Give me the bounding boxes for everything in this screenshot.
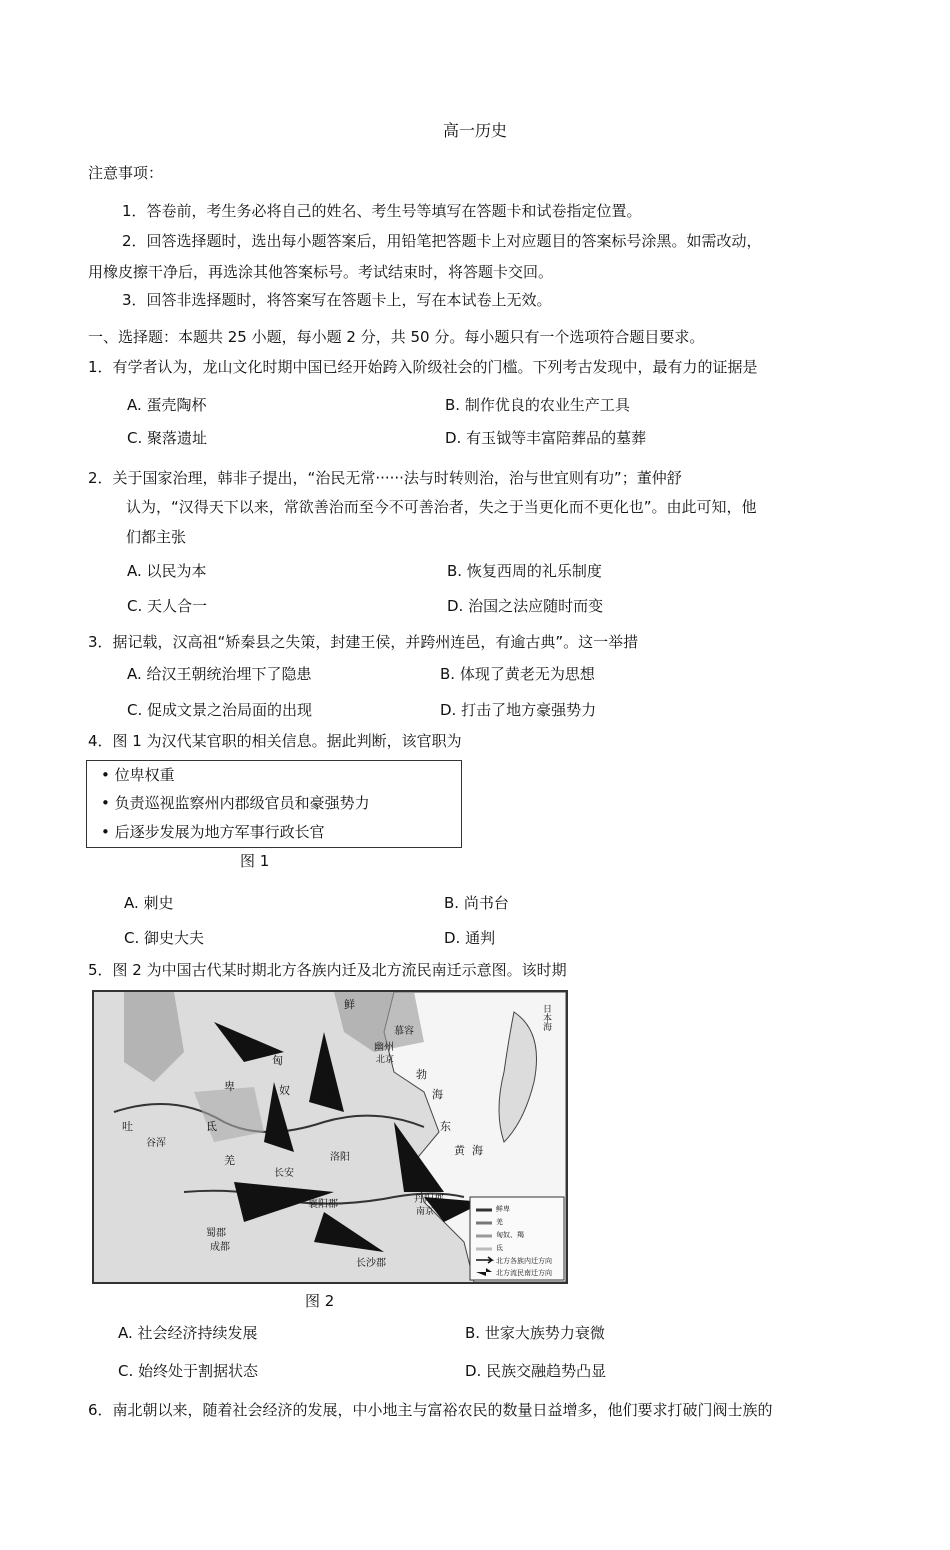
map-label: 羯 (326, 1090, 337, 1103)
map-label: 南京 (416, 1207, 435, 1217)
map-legend-item: 北方流民南迁方向 (496, 1269, 552, 1277)
notice-heading: 注意事项： (88, 164, 164, 182)
option-a: A. 给汉王朝统治埋下了隐患 (127, 665, 312, 683)
option-a: A. 以民为本 (127, 562, 207, 580)
option-c: C. 聚落遗址 (127, 429, 208, 447)
option-b: B. 制作优良的农业生产工具 (445, 396, 630, 414)
map-label: 幽州 (374, 1042, 394, 1053)
map-label: 襄阳郡 (308, 1199, 338, 1210)
question-stem: 5．图 2 为中国古代某时期北方各族内迁及北方流民南迁示意图。该时期 (88, 961, 567, 979)
question-stem-line: 们都主张 (126, 528, 187, 546)
option-d: D. 治国之法应随时而变 (447, 597, 604, 615)
figure-1-item: • 负责巡视监察州内郡级官员和豪强势力 (101, 794, 370, 812)
figure-1-item: • 位卑权重 (101, 766, 175, 784)
map-label: 鲜 (344, 998, 355, 1011)
section-heading: 一、选择题：本题共 25 小题，每小题 2 分，共 50 分。每小题只有一个选项符合题目要求。 (88, 328, 705, 346)
notice-item: 1．答卷前，考生务必将自己的姓名、考生号等填写在答题卡和试卷指定位置。 (122, 202, 642, 220)
question-stem-line: 认为，“汉得天下以来，常欲善治而至今不可善治者，失之于当更化而不更化也”。由此可知，他 (126, 498, 757, 516)
map-label: 长沙郡 (356, 1258, 386, 1269)
option-a: A. 社会经济持续发展 (118, 1324, 258, 1342)
question-stem: 6．南北朝以来，随着社会经济的发展，中小地主与富裕农民的数量日益增多，他们要求打破门阀士族的 (88, 1401, 773, 1419)
notice-item-continuation: 用橡皮擦干净后，再选涂其他答案标号。考试结束时，将答题卡交回。 (88, 263, 554, 281)
map-label: 海 (472, 1144, 483, 1157)
page-title: 高一历史 (442, 121, 507, 140)
option-d: D. 通判 (444, 929, 496, 947)
option-b: B. 体现了黄老无为思想 (440, 665, 595, 683)
question-stem: 3．据记载，汉高祖“矫秦县之失策，封建王侯，并跨州连邑，有逾古典”。这一举措 (88, 633, 639, 651)
map-label: 勃 (416, 1068, 427, 1081)
map-legend-item: 羌 (496, 1218, 503, 1226)
map-label: 奴 (279, 1084, 290, 1097)
question-stem: 4．图 1 为汉代某官职的相关信息。据此判断，该官职为 (88, 732, 462, 750)
map-label: 北京 (376, 1055, 395, 1065)
map-label: 匈 (272, 1054, 283, 1067)
figure-2-map (92, 990, 568, 1284)
map-label: 慕容 (394, 1026, 414, 1037)
option-c: C. 御史大夫 (124, 929, 205, 947)
map-label: 长安 (274, 1168, 294, 1179)
map-label: 丹阳郡 (414, 1194, 444, 1205)
option-c: C. 始终处于割据状态 (118, 1362, 259, 1380)
notice-item: 2．回答选择题时，选出每小题答案后，用铅笔把答题卡上对应题目的答案标号涂黑。如需改动， (122, 232, 762, 250)
map-label: 氐 (206, 1120, 217, 1133)
figure-2-caption: 图 2 (305, 1292, 335, 1310)
map-label: 蜀郡 (206, 1228, 226, 1239)
figure-1-box (86, 760, 462, 848)
map-label: 谷浑 (146, 1138, 166, 1149)
question-stem: 2．关于国家治理，韩非子提出，“治民无常······法与时转则治，治与世宜则有功”；董仲舒 (88, 469, 682, 487)
notice-item: 3．回答非选择题时，将答案写在答题卡上，写在本试卷上无效。 (122, 291, 552, 309)
option-b: B. 世家大族势力衰微 (465, 1324, 605, 1342)
map-label: 黄 (454, 1144, 465, 1157)
map-legend-item: 氐 (496, 1244, 503, 1252)
question-stem: 1．有学者认为，龙山文化时期中国已经开始跨入阶级社会的门槛。下列考古发现中，最有力的证据是 (88, 358, 758, 376)
option-a: A. 蛋壳陶杯 (127, 396, 207, 414)
map-legend-item: 北方各族内迁方向 (496, 1257, 552, 1265)
option-b: B. 尚书台 (444, 894, 509, 912)
map-legend-item: 匈奴、羯 (496, 1231, 524, 1239)
figure-1-caption: 图 1 (240, 852, 270, 870)
map-label: 海 (432, 1088, 443, 1101)
option-d: D. 民族交融趋势凸显 (465, 1362, 607, 1380)
option-a: A. 刺史 (124, 894, 174, 912)
option-d: D. 打击了地方豪强势力 (440, 701, 597, 719)
map-label: 日本海 (541, 1004, 551, 1031)
figure-1-item: • 后逐步发展为地方军事行政长官 (101, 823, 325, 841)
map-label: 羌 (224, 1154, 235, 1167)
map-label: 吐 (122, 1120, 133, 1133)
map-label: 卑 (224, 1080, 235, 1093)
map-label: 成都 (210, 1242, 230, 1253)
option-d: D. 有玉钺等丰富陪葬品的墓葬 (445, 429, 647, 447)
map-label: 东 (440, 1120, 451, 1133)
option-c: C. 促成文景之治局面的出现 (127, 701, 313, 719)
map-legend-item: 鲜卑 (496, 1205, 510, 1213)
map-label: 洛阳 (330, 1152, 350, 1163)
option-c: C. 天人合一 (127, 597, 208, 615)
option-b: B. 恢复西周的礼乐制度 (447, 562, 602, 580)
